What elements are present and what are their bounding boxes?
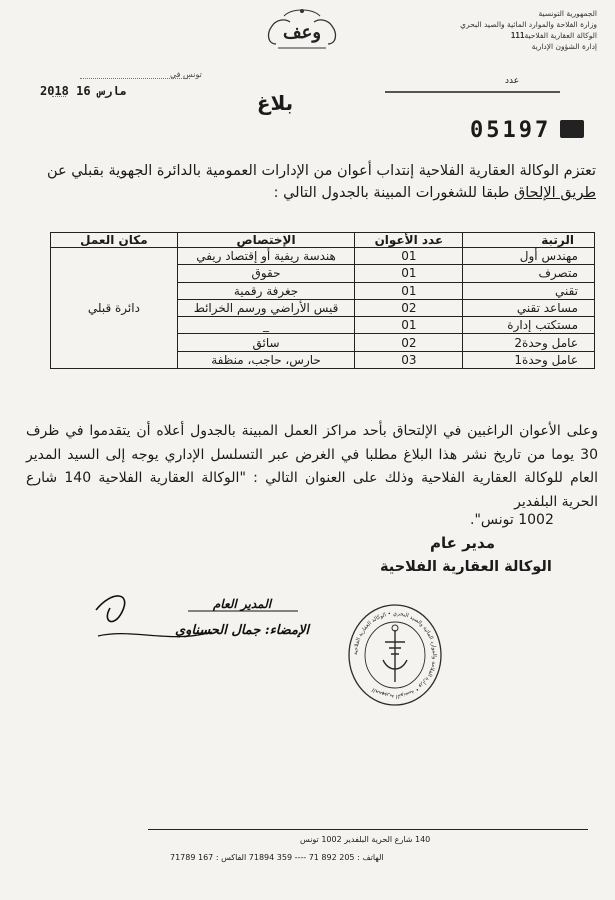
date-line — [80, 78, 190, 79]
rank-cell: عامل وحدة2 — [463, 334, 595, 351]
body-last-line: 1002 تونس". — [470, 512, 554, 528]
rank-cell: متصرف — [463, 265, 595, 282]
signature-agency: الوكالة العقارية الفلاحية — [380, 559, 552, 575]
col-place: مكان العمل — [51, 233, 178, 248]
count-cell: 02 — [355, 334, 463, 351]
specialty-cell: حقوق — [177, 265, 354, 282]
official-stamp-icon — [345, 600, 445, 710]
table-header-row — [51, 233, 595, 248]
agency-number: 111 — [510, 31, 525, 40]
footer-divider — [148, 829, 588, 830]
serial-mark — [560, 120, 584, 138]
ministry-name: وزارة الفلاحة والموارد المائية والصيد البحري — [460, 20, 597, 29]
agency-logo-icon — [262, 4, 342, 56]
serial-number: 05197 — [470, 118, 552, 143]
handwritten-title: المدير العام — [212, 597, 272, 611]
handwritten-signature-icon — [92, 588, 352, 648]
ministry-header — [397, 8, 597, 52]
date-stamp: 2018 مارس 16 — [40, 84, 127, 98]
rank-cell: مستكتب إدارة — [463, 317, 595, 334]
footer-address: 140 شارع الحرية البلفدير 1002 تونس — [300, 835, 431, 844]
rank-cell: تقني — [463, 282, 595, 299]
page-title: بلاغ — [256, 91, 294, 115]
date-dots — [52, 96, 66, 97]
count-cell: 03 — [355, 351, 463, 368]
intro-text: تعتزم الوكالة العقارية الفلاحية إنتداب أعوان من الإدارات العمومية بالدائرة الجهوية بقبلي عن — [46, 163, 596, 179]
ref-line — [385, 91, 560, 93]
specialty-cell: جغرفة رقمية — [177, 282, 354, 299]
body-paragraph: وعلى الأعوان الراغبين في الإلتحاق بأحد مراكز العمل المبينة بالجدول أعلاه أن يتقدموا في ظرف 30 يوما من تاريخ نشر هذا البلاغ مطلبا في الغرض عبر التسلسل الإداري يوجه إلى السيد المدير العام للوكالة العقارية الفلاحية وذلك على العنوان التالي : "الوكالة العقارية الفلاحية 140 شارع الحرية البلفدير — [26, 423, 598, 510]
col-count: عدد الأعوان — [355, 233, 463, 248]
positions-table — [50, 232, 595, 369]
count-cell: 01 — [355, 248, 463, 265]
specialty-cell: _ — [177, 317, 354, 334]
agency-name: الوكالة العقارية الفلاحية — [524, 31, 597, 40]
specialty-cell: سائق — [177, 334, 354, 351]
count-cell: 02 — [355, 299, 463, 316]
rank-cell: مساعد تقني — [463, 299, 595, 316]
intro-underlined: طريق الإلحاق — [513, 185, 596, 201]
col-rank: الرتبة — [463, 233, 595, 248]
stamp-text: الجمهورية التونسية • وزارة الفلاحة والموارد المائية والصيد البحري • الوكالة العقارية الفلاحية — [352, 610, 438, 700]
signature-title: مدير عام — [430, 534, 496, 552]
count-cell: 01 — [355, 265, 463, 282]
table-row — [51, 248, 595, 265]
rank-cell: مهندس أول — [463, 248, 595, 265]
footer-phone: الهاتف : 205 892 71 ---- 359 71894 الفاكس : 167 71789 — [170, 853, 384, 862]
col-specialty: الإختصاص — [177, 233, 354, 248]
count-cell: 01 — [355, 317, 463, 334]
specialty-cell: حارس، حاجب، منظفة — [177, 351, 354, 368]
intro-rest: طبقا للشغورات المبينة بالجدول التالي : — [273, 185, 510, 201]
specialty-cell: هندسة ريفية أو إقتصاد ريفي — [177, 248, 354, 265]
count-cell: 01 — [355, 282, 463, 299]
handwritten-name: الإمضاء: جمال الحسناوي — [174, 623, 310, 638]
place-date-label: تونس في — [170, 70, 202, 79]
ref-label: عدد — [505, 76, 520, 86]
place-cell: دائرة قبلي — [51, 248, 178, 369]
office-name: إدارة الشؤون الإدارية — [531, 42, 597, 51]
specialty-cell: قيس الأراضي ورسم الخرائط — [177, 299, 354, 316]
intro-paragraph — [26, 160, 596, 204]
logo-text: وعف — [282, 22, 322, 43]
republic-label: الجمهورية التونسية — [538, 9, 597, 18]
rank-cell: عامل وحدة1 — [463, 351, 595, 368]
